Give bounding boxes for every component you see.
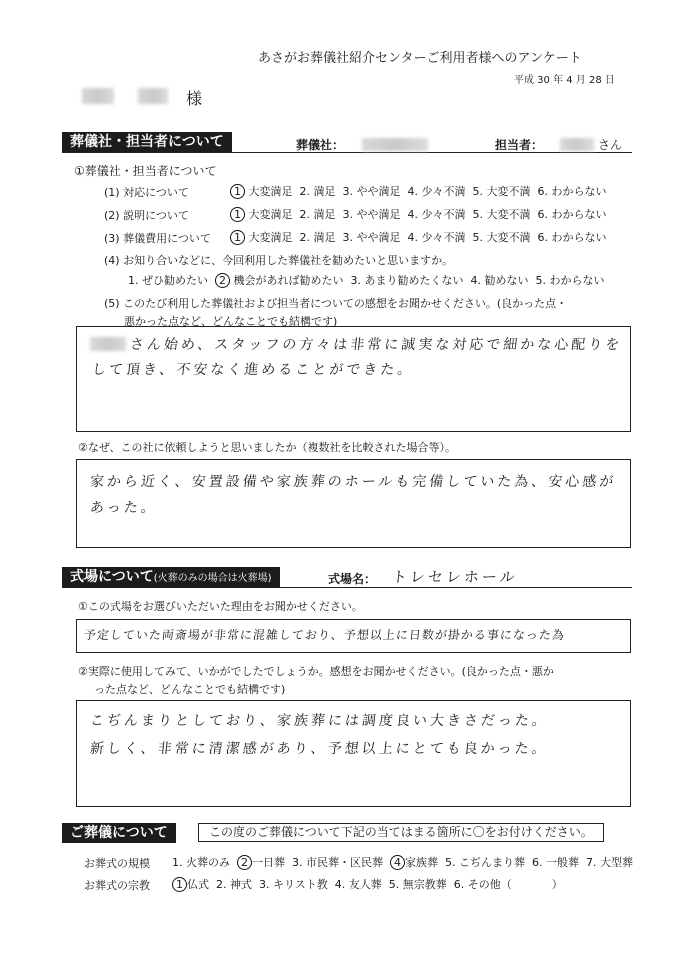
- venue-q1-answer: 予定していた両斎場が非常に混雑しており、予想以上に日数が掛かる事になった為: [83, 628, 566, 642]
- survey-date: 平成 30 年 4 月 28 日: [514, 75, 615, 86]
- staff-label: 担当者：: [495, 138, 544, 152]
- answer-circle[interactable]: 2: [215, 273, 230, 288]
- answer-circle[interactable]: 1: [230, 184, 245, 199]
- venue-q2-line2: った点など、どんなことでも結構です): [94, 683, 286, 696]
- redacted-name-2: [138, 88, 168, 104]
- row-2-options: 1 大変満足 2. 満足 3. やや満足 4. 少々不満 5. 大変不満 6. わからない: [230, 206, 607, 222]
- company-label: 葬儀社：: [296, 138, 345, 152]
- q5-answer-line1: さん始め、スタッフの方々は非常に誠実な対応で細かな心配りを: [129, 337, 624, 353]
- answer-circle[interactable]: 4: [390, 855, 405, 870]
- scale-label: お葬式の規模: [84, 857, 150, 870]
- survey-title: あさがお葬儀社紹介センターご利用者様へのアンケート: [258, 51, 582, 66]
- venue-label: 式場名：: [328, 572, 377, 586]
- why-question: ②なぜ、この社に依頼しようと思いましたか（複数社を比較された場合等）。: [78, 441, 457, 454]
- staff-suffix: さん: [598, 138, 623, 152]
- venue-name: トレセレホール: [391, 568, 519, 586]
- section-heading-venue: 式場について(火葬のみの場合は火葬場): [62, 567, 280, 587]
- venue-q2-answer-line2: 新しく、非常に清潔感があり、予想以上にとても良かった。: [89, 741, 550, 757]
- honorific: 様: [186, 89, 203, 108]
- q4-options: 1. ぜひ勧めたい 2 機会があれば勧めたい 3. あまり勧めたくない 4. 勧めない 5. わからない: [128, 274, 605, 287]
- section-heading-funeral: ご葬儀について: [62, 823, 176, 843]
- why-answer-line1: 家から近く、安置設備や家族葬のホールも完備していた為、安心感が: [89, 474, 618, 490]
- answer-circle[interactable]: 1: [230, 207, 245, 222]
- answer-circle[interactable]: 1: [172, 877, 187, 892]
- redacted-name-1: [82, 88, 114, 104]
- section-rule: [62, 152, 632, 153]
- redacted-company: [362, 138, 428, 151]
- q5-answer-line2: して頂き、不安なく進めることができた。: [91, 362, 416, 378]
- q5-text-line1: (5) このたび利用した葬儀社および担当者についての感想をお聞かせください。(良かった点・: [104, 297, 568, 310]
- redacted-staff: [560, 138, 594, 151]
- funeral-note: この度のご葬儀について下記の当てはまる箇所に〇をお付けください。: [198, 823, 604, 842]
- row-1-options: 1 大変満足 2. 満足 3. やや満足 4. 少々不満 5. 大変不満 6. わからない: [230, 183, 607, 199]
- venue-q2-answer-line1: こぢんまりとしており、家族葬には調度良い大きさだった。: [89, 713, 550, 729]
- answer-circle[interactable]: 1: [230, 230, 245, 245]
- q1-title: ①葬儀社・担当者について: [74, 164, 217, 178]
- row-3-label: (3) 葬儀費用について: [104, 232, 211, 245]
- row-3-options: 1 大変満足 2. 満足 3. やや満足 4. 少々不満 5. 大変不満 6. わからない: [230, 229, 607, 245]
- venue-q1: ①この式場をお選びいただいた理由をお聞かせください。: [78, 600, 363, 613]
- q5-text-line2: 悪かった点など、どんなことでも結構です): [124, 315, 338, 328]
- answer-circle[interactable]: 2: [237, 855, 252, 870]
- row-2-label: (2) 説明について: [104, 209, 189, 222]
- section-heading-company: 葬儀社・担当者について: [62, 132, 232, 152]
- religion-label: お葬式の宗教: [84, 879, 150, 892]
- why-answer-line2: あった。: [89, 500, 159, 516]
- venue-q2-line1: ②実際に使用してみて、いかがでしたでしょうか。感想をお聞かせください。(良かった点・悪か: [78, 665, 554, 678]
- section-rule: [62, 587, 632, 588]
- religion-options: 1 仏式 2. 神式 3. キリスト教 4. 友人葬 5. 無宗教葬 6. その他（ ）: [172, 876, 563, 892]
- redacted-staff-name: [90, 337, 126, 351]
- scale-options: 1. 火葬のみ 2 一日葬 3. 市民葬・区民葬 4 家族葬 5. こぢんまり葬 6. 一般葬 7. 大型葬: [172, 856, 633, 869]
- q4-text: (4) お知り合いなどに、今回利用した葬儀社を勧めたいと思いますか。: [104, 254, 454, 267]
- row-1-label: (1) 対応について: [104, 186, 189, 199]
